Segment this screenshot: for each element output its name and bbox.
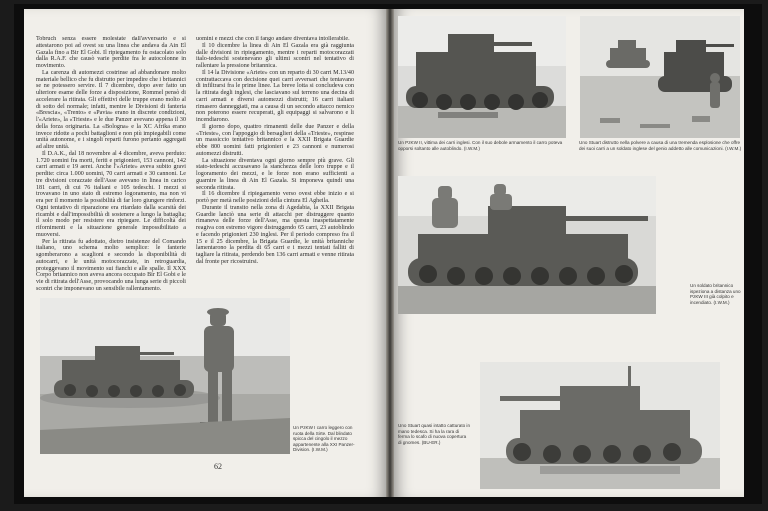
paragraph: Il 16 dicembre il ripiegamento verso ovest ebbe inizio e si portò per metà nelle posizioni della cintura El Agheila. — [196, 191, 354, 204]
photo-stuart-tank — [480, 362, 720, 489]
photo-caption: Un PzKW I carro leggero con ruota della Sirte. Dal blindato spicca del cingolo il mezzo appartenente alla XXI Panzer-Division. (I.W.M.) — [293, 425, 355, 453]
paragraph: Il 10 dicembre la linea di Ain El Gazala era già raggiunta dalle divisioni in ripiegamento, mentre i reparti motocorazzati italo-tedeschi sostenevano gli ultimi scontri nel tentativo di rallentare la pressione britannica. — [196, 42, 354, 69]
left-text-column-a — [36, 36, 186, 291]
photo-pzkw-ii — [398, 16, 566, 138]
photo-stuart-desert — [580, 16, 740, 138]
photo-pzkw-iii — [398, 176, 656, 314]
paragraph: uomini e mezzi che con il fango andare diventava intollerabile. — [196, 36, 350, 42]
photo-panzer-in-water — [40, 298, 290, 454]
paragraph: Il 14 la Divisione «Ariete» con un reparto di 30 carri M.13/40 contrattaccava con decisione quei carri avversari che tentavano di infiltrarsi fra le prime linee. La breve lotta si concludeva con la ritirata degli inglesi, che lasciavano sul terreno una decina di carri armati e diversi automezzi distrutti; 16 carri italiani rimasero danneggiati, ma a causa di un secondo attacco nemico non poterono essere recuperati, gli equipaggi si salvarono e li incendiarono. — [196, 69, 354, 123]
paragraph: Il giorno dopo, quattro rimanenti delle due Panzer e della «Trieste», con l'appoggio di bersaglieri della «Trieste», respinse un massiccio tentativo britannico e la XXII Brigata Guardie ebbe 800 uomini fatti prigionieri e 23 cannoni e numerosi automezzi distrutti. — [196, 123, 354, 157]
photo-caption: Uno Stuart distrutto nella polvere a causa di una tremenda esplosione che offre dei suoi carri a un soldato inglese del genio addetto alle comunicazioni. (I.W.M.) — [579, 140, 742, 151]
left-text-column-b — [196, 36, 354, 288]
book-spine — [386, 9, 394, 497]
paragraph: Tobruch senza essere molestate dall'avversario e si attestarono poi ad ovest su una linea che andava da Ain El Gazala fino a Bir El Gobi. Il ripiegamento fu ostacolato solo dalla R.A.F. che causò varie perdite fra le autocolonne in movimento. — [36, 36, 186, 69]
page-number: 62 — [214, 462, 222, 471]
photo-caption: Un soldato britannico ispeziona a distanza uno PzKW III già colpito e incendiato. (I.W.M.) — [690, 283, 741, 305]
paragraph: Il D.A.K., dal 18 novembre al 4 dicembre, aveva perduto: 1.720 uomini fra morti, feriti e prigionieri, 153 cannoni, 142 carri armati e 19 aerei. Anche l'«Ariete» aveva subito gravi perdite: circa 1.000 uomini, 70 carri armati e 30 cannoni. Le tre divisioni corazzate dell'Asse avevano in linea in carico 181 carri, di cui 76 italiani e 105 tedeschi. I mezzi si trovavano in uno stato di estremo logoramento, ma non vi era per il momento la possibilità di far loro giungere rinforzi. Ogni tentativo di riparazione era ritardato dalla scarsità dei ricambi e dall'impossibilità di sostenere a lungo la battaglia; il solo modo per resistere era ripiegare. Le difficoltà dei rifornimenti e la situazione generale impossibilitato a muoversi. — [36, 150, 186, 238]
photo-caption: Uno Stuart quasi intatto catturato in mano tedesca. Si ha la rara di ferma lo scafo di nuova copertura di gnomes. (BU-ER.) — [398, 423, 471, 445]
paragraph: La situazione diventava ogni giorno sempre più grave. Gli stato-tedeschi accusavano la stanchezza delle loro truppe e il logoramento dei mezzi, e le forze non erano sufficienti a guarnire la linea di Ain El Gazala. Si imponeva quindi una seconda ritirata. — [196, 157, 354, 191]
paragraph: La carenza di automezzi costrinse ad abbandonare molto materiale bellico che fu distrutto per impedire che i britannici se ne potessero servire. Il 7 dicembre, dopo aver fatto un ulteriore esame delle forze a disposizione, Rommel pensò di accelerare la ritirata. Gli effettivi delle truppe erano molto al di sotto del normale; infatti, mentre le Divisioni di fanteria «Brescia», «Trento» e «Pavia» erano in discrete condizioni, l'«Ariete», la «Trieste» e le due Panzer avevano appena il 30 della forza originaria. La «Bologna» e la XC Afrika erano invece ridotte a pochi battaglioni e non più impiegabili come unità autonome, e i singoli reparti furono pertanto aggregati ad altre unità. — [36, 69, 186, 150]
paragraph: Per la ritirata fu adottato, dietro insistenze del Comando italiano, uno schema molto semplice: le fanterie sgomberarono a scaglioni e secondo la disponibilità di autocarri, e le unità motocorazzate, in retroguardia, proteggevano il movimento sui fianchi e alle spalle. Il XXX Corpo britannico non aveva ancora occupato Bir El Gobi e le vie di ritirata dell'Asse, provocando una lunga serie di piccoli scontri che imponevano un sensibile rallentamento. — [36, 238, 186, 291]
paragraph: Durante il transito nella zona di Agedabia, la XXII Brigata Guardie lanciò una serie di attacchi per distruggere quanto rimaneva delle forze dell'Asse, ma questa inaspettatamente reagiva con estremo vigore distruggendo 65 carri, 23 autoblindo e facendo prigionieri 230 inglesi. Per il periodo compreso fra il 15 e il 25 dicembre, la Brigata Guardie, le unità britanniche lamentarono la perdita di 65 carri e i mezzi tentati falliti di tagliare la ritirata, perdendo ben 136 carri armati e venne ritirata dal fronte per ricostruirsi. — [196, 204, 354, 265]
photo-caption: Un PzKW II, vittima dei carri inglesi. Con il suo debole armamento il carro poteva opporsi soltanto alle autoblindo. (I.W.M.) — [398, 140, 563, 151]
